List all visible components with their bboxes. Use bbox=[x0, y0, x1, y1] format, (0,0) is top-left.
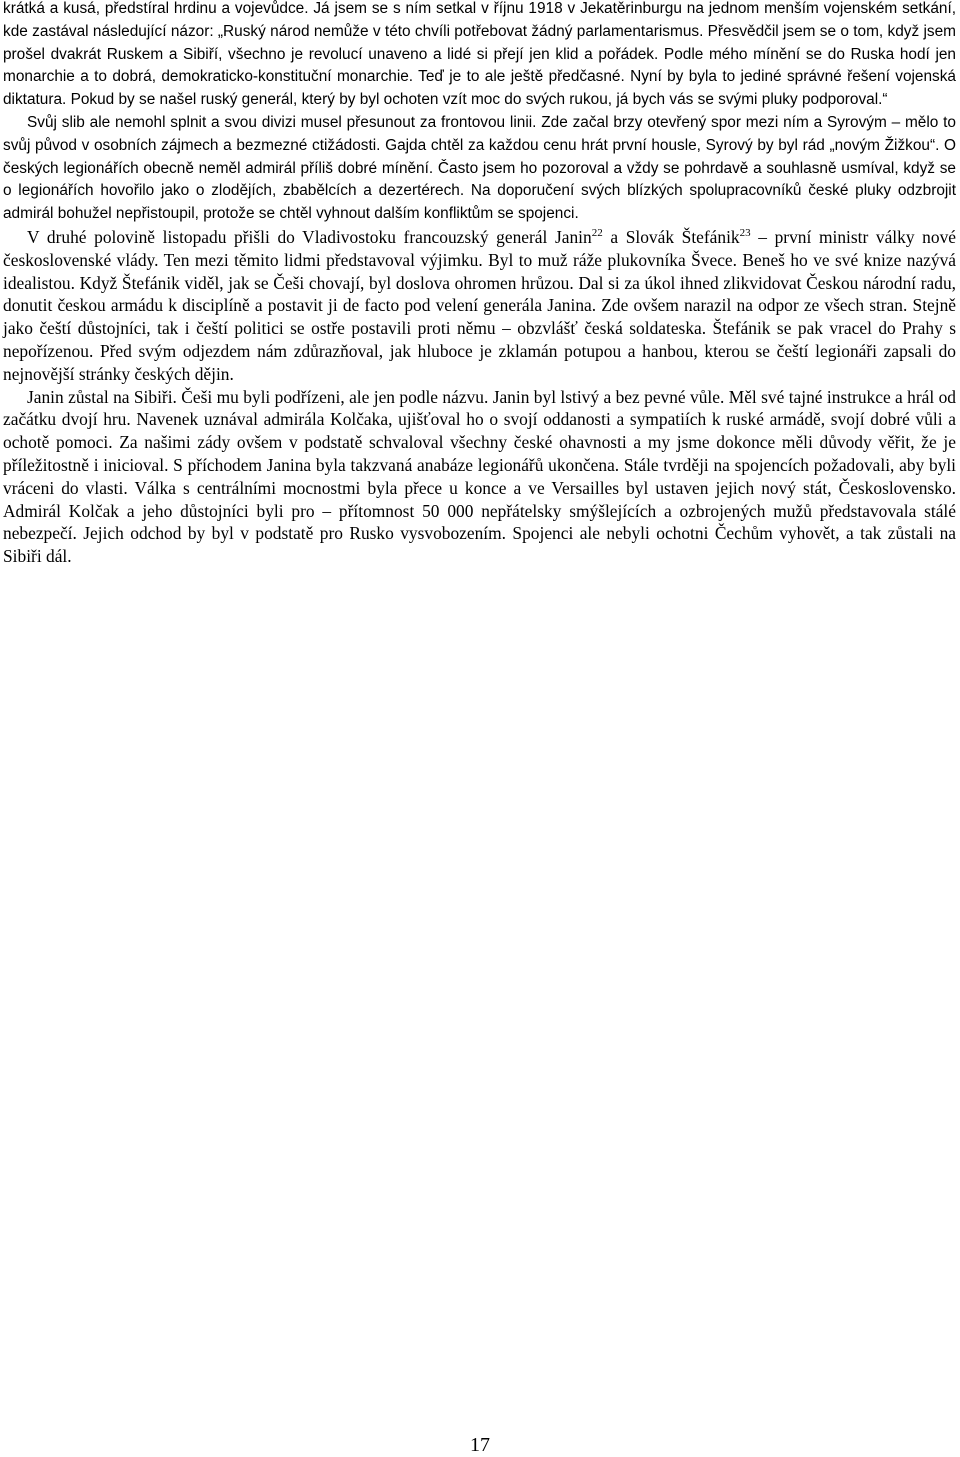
paragraph-1: krátká a kusá, předstíral hrdinu a vojevůdce. Já jsem se s ním setkal v říjnu 1918 v Jekatěrinburgu na jednom menším vojenském setkání, kde zastával následující názor: „Ruský národ nemůže v této chvíli potřebovat žádný parlamentarismus. Přesvědčil jsem se o tom, když jsem prošel dvakrát Ruskem a Sibiří, všechno je revolucí unaveno a lidé si přejí jen klid a pořádek. Podle mého mínění se do Ruska hodí jen monarchie a to dobrá, demokraticko-konstituční monarchie. Teď je to ale ještě předčasné. Nyní by byla to jediné správné řešení vojenská diktatura. Pokud by se našel ruský generál, který by byl ochoten vzít moc do svých rukou, já bych vás se svými pluky podporoval.“ bbox=[3, 0, 956, 109]
footnote-ref-22[interactable]: 22 bbox=[591, 226, 603, 239]
paragraph-3-text-before: V druhé polovině listopadu přišli do Vladivostoku francouzský generál Janin bbox=[27, 226, 592, 247]
paragraph-3-text-middle: a Slovák Štefánik bbox=[602, 226, 740, 247]
paragraph-2: Svůj slib ale nemohl splnit a svou divizi musel přesunout za frontovou linii. Zde začal brzy otevřený spor mezi ním a Syrovým – mělo to svůj původ v osobních zájmech a bezmezné ctižádosti. Gajda chtěl za každou cenu hrát první housle, Syrový by byl rád „novým Žižkou“. O českých legionářích obecně neměl admirál příliš dobré mínění. Často jsem ho pozoroval a vždy se pohrdavě a souhlasně usmíval, když se o legionářích hovořilo jako o zlodějích, zbabělcích a dezertérech. Na doporučení svých blízkých spolupracovníků české pluky odzbrojit admirál bohužel nepřistoupil, protože se chtěl vyhnout dalším konfliktům se spojenci. bbox=[3, 113, 956, 223]
paragraph-3-text-after: – první ministr války nové československé vlády. Ten mezi těmito lidmi představoval výjimku. Byl to muž ráže plukovníka Švece. Beneš ho ve své knize nazývá idealistou. Když Štefánik viděl, jak se Češi chovají, byl doslova ohromen hrůzou. Dal si za úkol ihned zlikvidovat Českou národní radu, donutit českou armádu k disciplíně a postavit ji de facto pod velení generála Janina. Zde ovšem narazil na odpor ze všech stran. Stejně jako čeští důstojníci, tak i čeští politici se ostře postavili proti němu – obzvlášť česká soldateska. Štefánik se pak vracel do Prahy s nepořízenou. Před svým odjezdem nám zdůrazňoval, jak hluboce je zklamán potupou a hanbou, kterou se čeští legionáři zapsali do nejnovější stránky českých dějin. bbox=[3, 226, 956, 384]
footnote-ref-23[interactable]: 23 bbox=[739, 226, 751, 239]
paragraph-3 bbox=[3, 226, 956, 386]
page-number: 17 bbox=[470, 1434, 490, 1456]
document-page bbox=[3, 0, 956, 568]
paragraph-4: Janin zůstal na Sibiři. Češi mu byli podřízeni, ale jen podle názvu. Janin byl lstivý a bez pevné vůle. Měl své tajné instrukce a hrál od začátku dvojí hru. Navenek uznával admirála Kolčaka, ujišťoval ho o svojí oddanosti a sympatiích k ruské armádě, svojí dobré vůli a ochotě pomoci. Za našimi zády ovšem v podstatě schvaloval všechny české ohavnosti a my jsme dokonce měli důvody věřit, že je příležitostně i inicioval. S příchodem Janina byla takzvaná anabáze legionářů ukončena. Stále tvrději na spojencích požadovali, aby byli vráceni do vlasti. Válka s centrálními mocnostmi byla přece u konce a ve Versailles byl ustaven jejich nový stát, Československo. Admirál Kolčak a jeho důstojníci byli pro – přítomnost 50 000 nepřátelsky smýšlejících a ozbrojených mužů představovala stálé nebezpečí. Jejich odchod by byl v podstatě pro Rusko vysvobozením. Spojenci ale nebyli ochotni Čechům vyhovět, a tak zůstali na Sibiři dál. bbox=[3, 386, 956, 567]
